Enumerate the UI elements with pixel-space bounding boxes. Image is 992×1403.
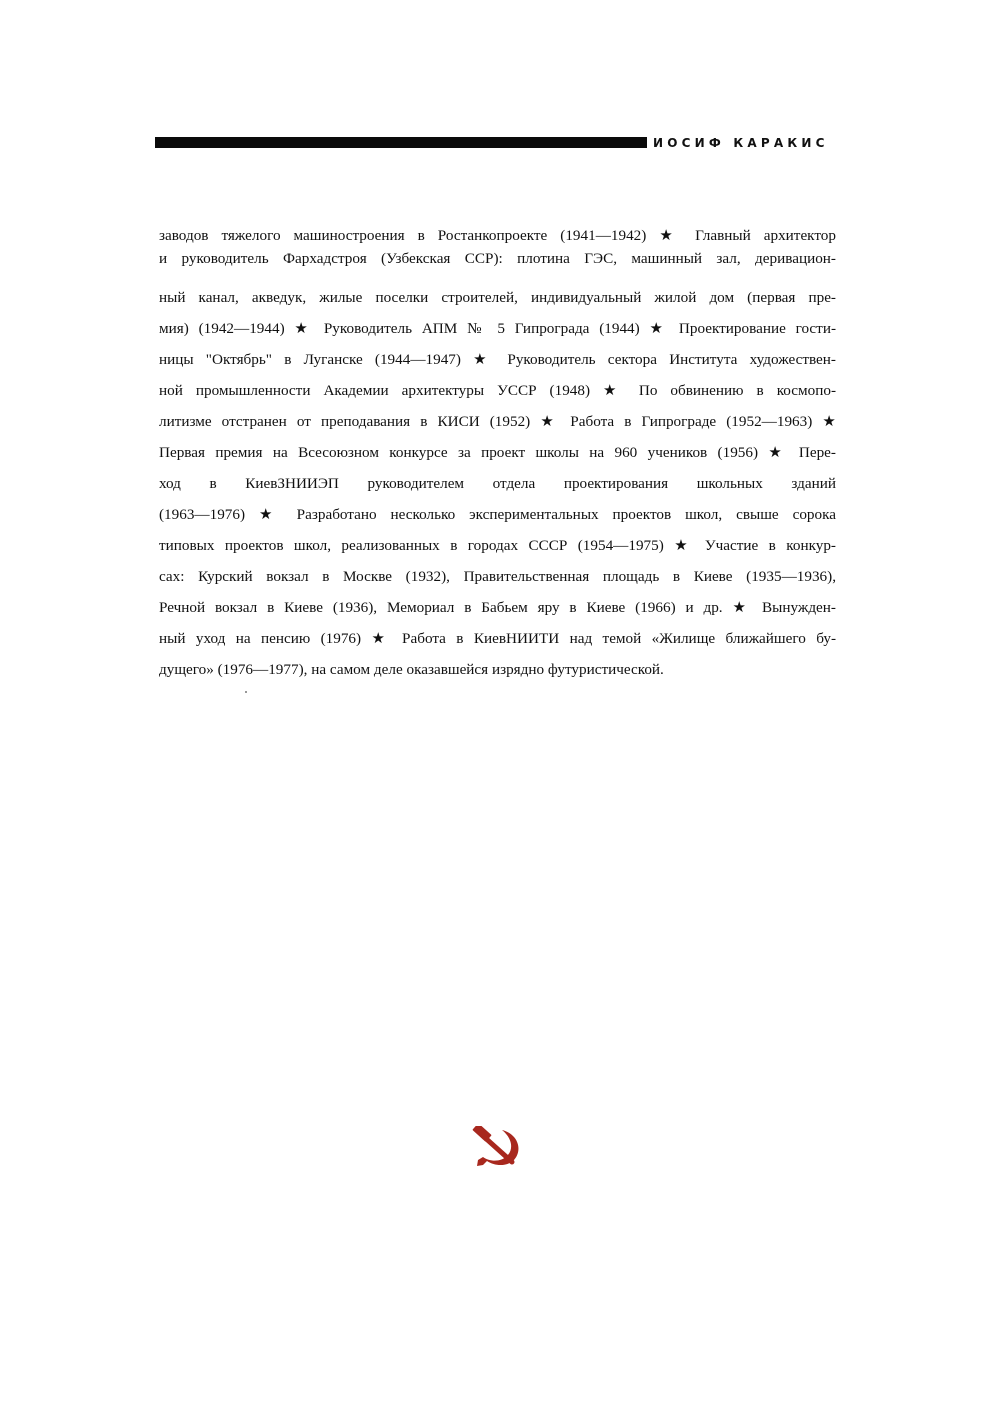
text-line: ход в КиевЗНИИЭП руководителем отдела проектирования школьных зданий xyxy=(159,475,836,492)
biography-text xyxy=(159,220,836,685)
text-line-clipped: и руководитель Фархадстроя (Узбекская ССР): плотина ГЭС, машинный зал, деривацион- xyxy=(159,251,836,267)
text-line: типовых проектов школ, реализованных в городах СССР (1954—1975) ★ Участие в конкур- xyxy=(159,537,836,554)
running-head-author: ИОСИФ КАРАКИС xyxy=(653,136,829,150)
text-line: Первая премия на Всесоюзном конкурсе за проект школы на 960 учеников (1956) ★ Пере- xyxy=(159,444,836,461)
text-line: сах: Курский вокзал в Москве (1932), Правительственная площадь в Киеве (1935—1936), xyxy=(159,568,836,585)
stray-dot xyxy=(245,691,247,693)
header-rule xyxy=(155,137,647,148)
text-line: мия) (1942—1944) ★ Руководитель АПМ № 5 Гипрограда (1944) ★ Проектирование гости- xyxy=(159,320,836,337)
hammer-and-sickle-icon xyxy=(468,1126,526,1170)
text-line: литизме отстранен от преподавания в КИСИ (1952) ★ Работа в Гипрограде (1952—1963) ★ xyxy=(159,413,836,430)
text-line: ный уход на пенсию (1976) ★ Работа в КиевНИИТИ над темой «Жилище ближайшего бу- xyxy=(159,630,836,647)
text-line: ной промышленности Академии архитектуры УССР (1948) ★ По обвинению в космопо- xyxy=(159,382,836,399)
text-line: Речной вокзал в Киеве (1936), Мемориал в Бабьем яру в Киеве (1966) и др. ★ Вынужден- xyxy=(159,599,836,616)
text-line: (1963—1976) ★ Разработано несколько экспериментальных проектов школ, свыше сорока xyxy=(159,506,836,523)
text-line: заводов тяжелого машиностроения в Ростанкопроекте (1941—1942) ★ Главный архитектор xyxy=(159,227,836,244)
text-line: ницы "Октябрь" в Луганске (1944—1947) ★ Руководитель сектора Института художествен- xyxy=(159,351,836,368)
text-line-final: дущего» (1976—1977), на самом деле оказавшейся изрядно футуристической. xyxy=(159,661,664,678)
text-line: ный канал, акведук, жилые поселки строителей, индивидуальный жилой дом (первая пре- xyxy=(159,289,836,306)
